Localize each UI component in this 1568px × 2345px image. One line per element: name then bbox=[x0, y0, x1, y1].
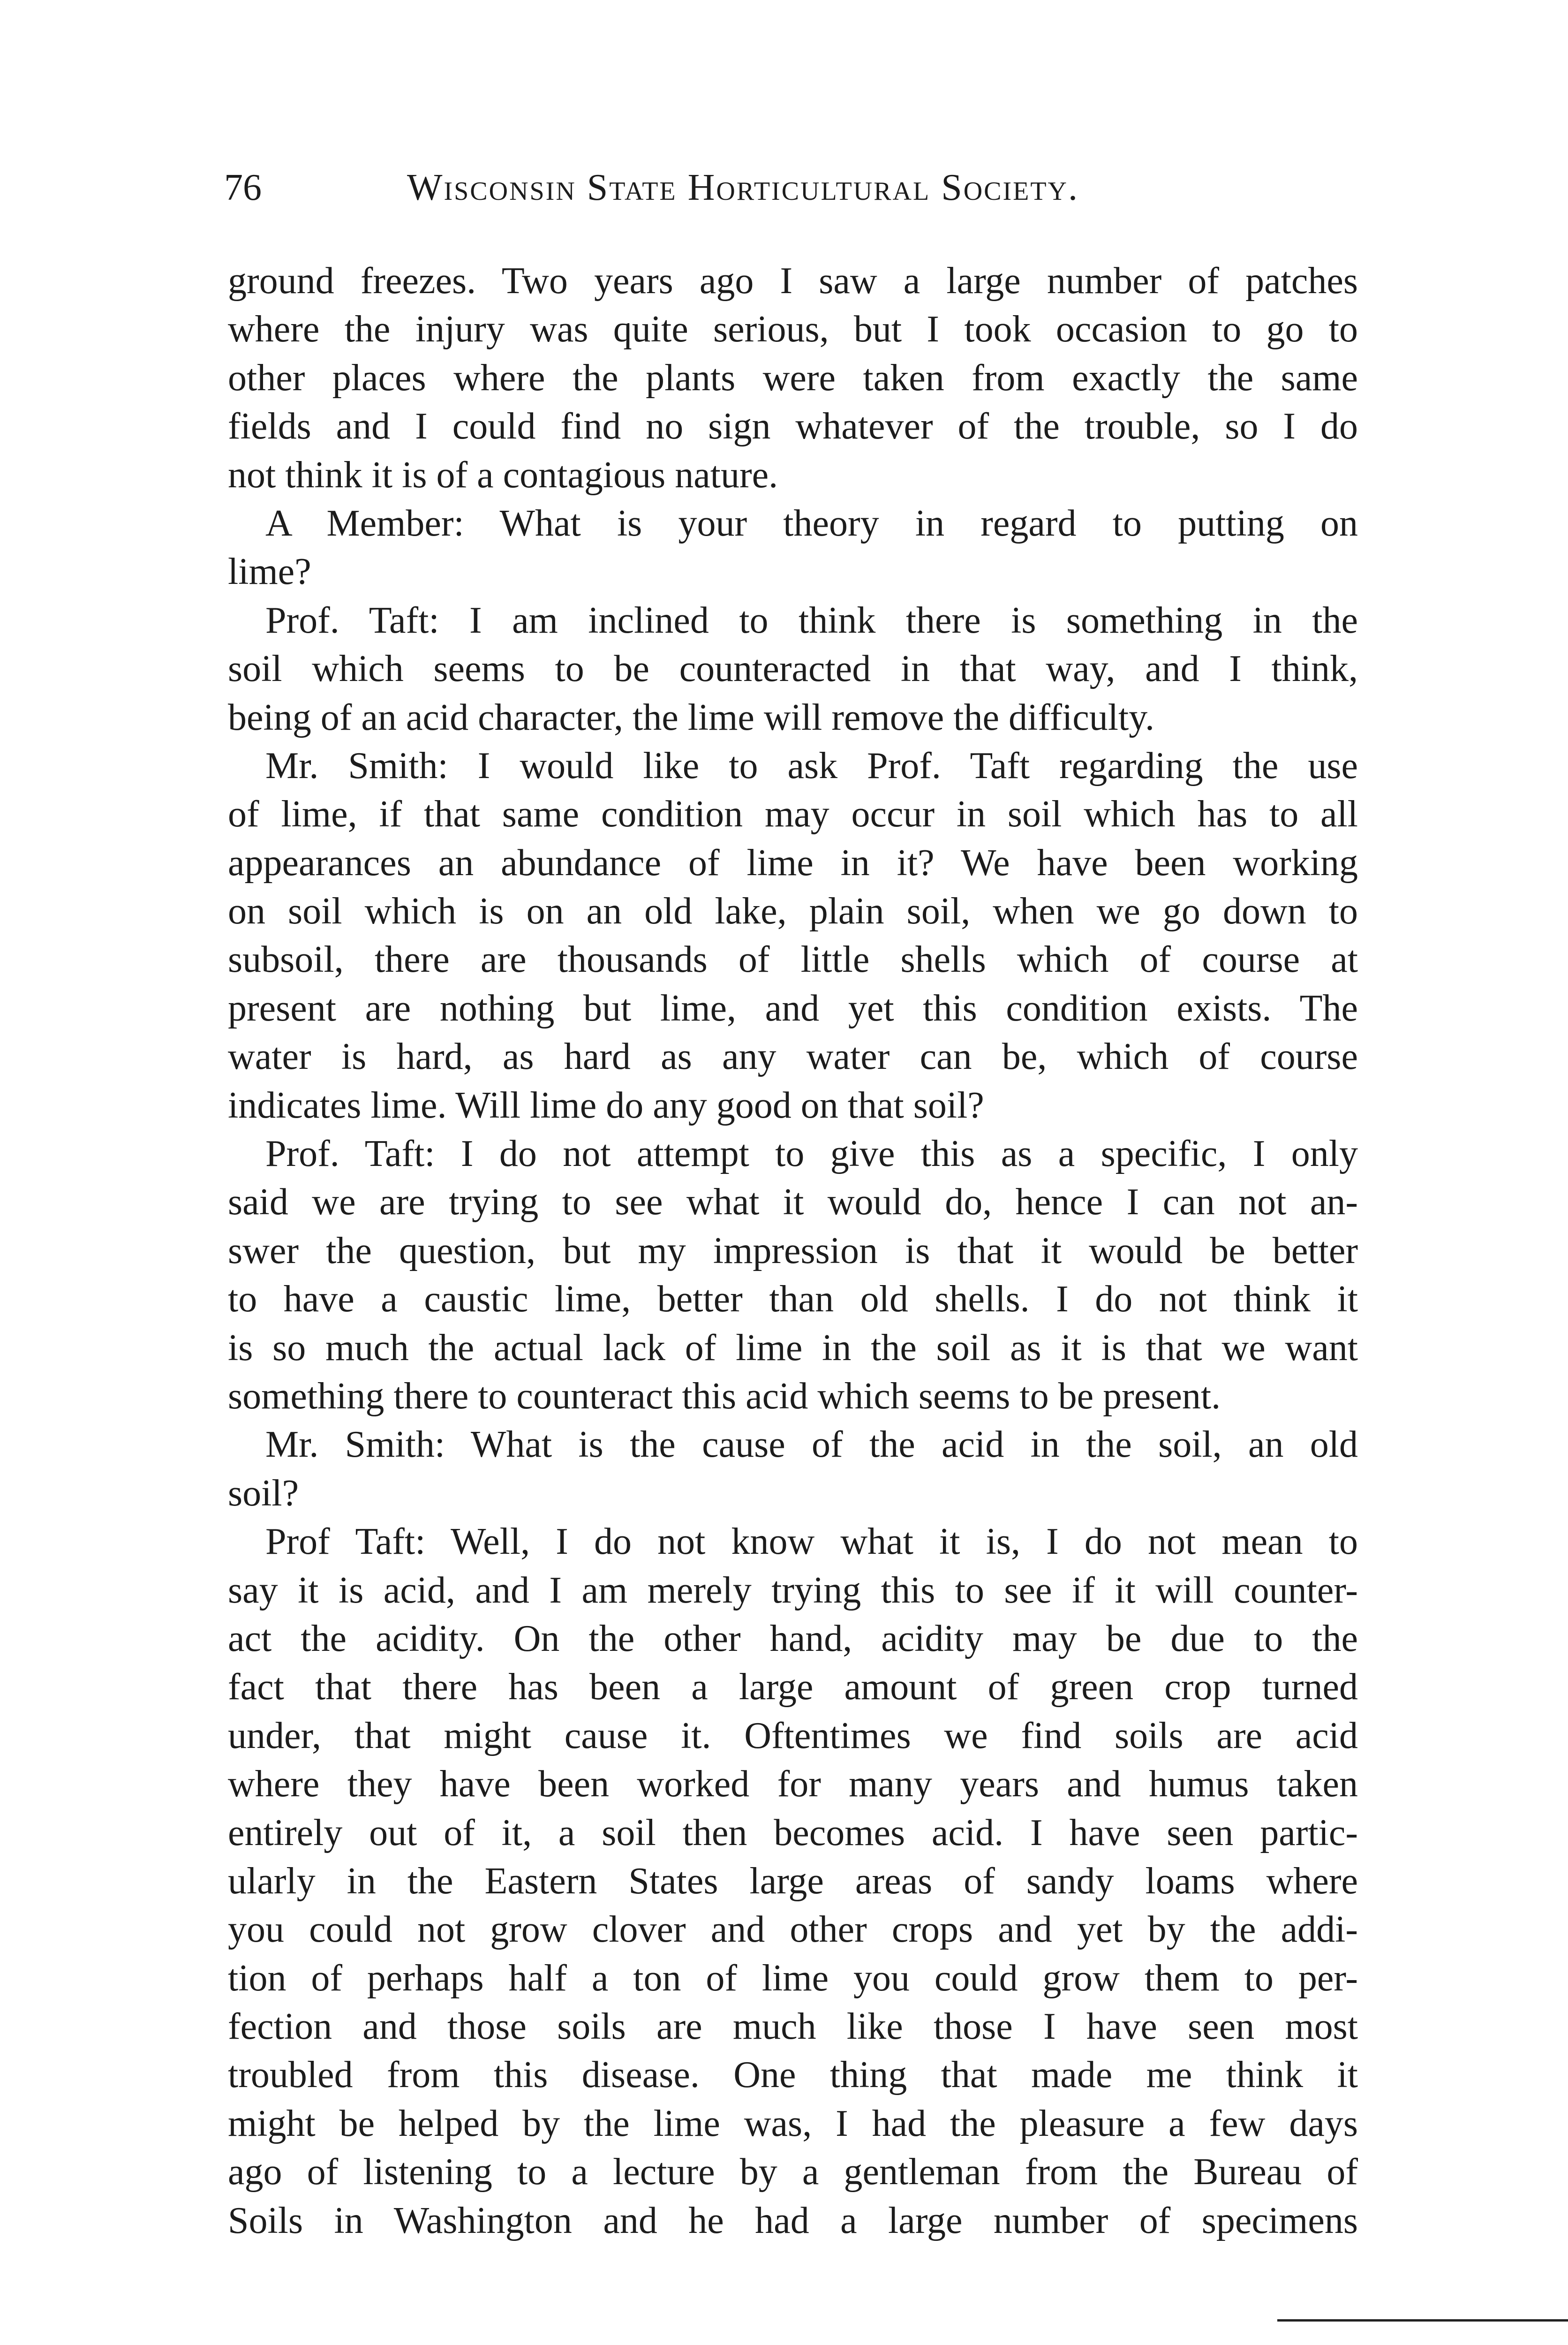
text-line: appearances an abundance of lime in it? We have been working bbox=[228, 842, 1358, 884]
text-line: of lime, if that same condition may occur in soil which has to all bbox=[228, 794, 1358, 835]
page-number: 76 bbox=[224, 167, 262, 208]
text-line: indicates lime. Will lime do any good on that soil? bbox=[228, 1084, 984, 1126]
running-title: Wisconsin State Horticultural Society. bbox=[407, 167, 1079, 208]
text-line: say it is acid, and I am merely trying this to see if it will counter- bbox=[228, 1569, 1358, 1611]
text-line: lime? bbox=[228, 551, 311, 593]
text-line: being of an acid character, the lime will remove the difficulty. bbox=[228, 696, 1155, 738]
text-line: where they have been worked for many years and humus taken bbox=[228, 1763, 1358, 1805]
text-line: under, that might cause it. Oftentimes we find soils are acid bbox=[228, 1715, 1358, 1756]
text-line: said we are trying to see what it would do, hence I can not an- bbox=[228, 1181, 1358, 1223]
text-line: subsoil, there are thousands of little shells which of course at bbox=[228, 939, 1358, 981]
text-line: not think it is of a contagious nature. bbox=[228, 454, 778, 496]
text-line: is so much the actual lack of lime in the soil as it is that we want bbox=[228, 1327, 1358, 1369]
text-line: A Member: What is your theory in regard to putting on bbox=[265, 502, 1358, 544]
scan-edge-line bbox=[1277, 2319, 1568, 2322]
text-line: ularly in the Eastern States large areas of sandy loams where bbox=[228, 1860, 1358, 1902]
text-line: act the acidity. On the other hand, acidity may be due to the bbox=[228, 1618, 1358, 1659]
text-line: fection and those soils are much like those I have seen most bbox=[228, 2006, 1358, 2048]
text-line: ground freezes. Two years ago I saw a large number of patches bbox=[228, 260, 1358, 302]
text-line: other places where the plants were taken from exactly the same bbox=[228, 357, 1358, 399]
text-line: entirely out of it, a soil then becomes acid. I have seen partic- bbox=[228, 1812, 1358, 1853]
text-line: water is hard, as hard as any water can be, which of course bbox=[228, 1036, 1358, 1078]
text-line: Mr. Smith: I would like to ask Prof. Taft regarding the use bbox=[265, 745, 1358, 787]
text-line: troubled from this disease. One thing that made me think it bbox=[228, 2054, 1358, 2096]
text-line: might be helped by the lime was, I had the pleasure a few days bbox=[228, 2103, 1358, 2144]
text-line: where the injury was quite serious, but I took occasion to go to bbox=[228, 309, 1358, 350]
text-line: Mr. Smith: What is the cause of the acid in the soil, an old bbox=[265, 1424, 1358, 1466]
text-line: present are nothing but lime, and yet this condition exists. The bbox=[228, 987, 1358, 1029]
text-line: on soil which is on an old lake, plain soil, when we go down to bbox=[228, 891, 1358, 932]
text-line: Prof. Taft: I do not attempt to give this as a specific, I only bbox=[265, 1133, 1358, 1175]
text-line: Prof Taft: Well, I do not know what it is, I do not mean to bbox=[265, 1521, 1358, 1563]
text-line: Soils in Washington and he had a large number of specimens bbox=[228, 2200, 1358, 2241]
text-line: you could not grow clover and other crops and yet by the addi- bbox=[228, 1909, 1358, 1951]
text-line: fact that there has been a large amount of green crop turned bbox=[228, 1666, 1358, 1708]
text-line: swer the question, but my impression is that it would be better bbox=[228, 1230, 1358, 1271]
text-line: soil? bbox=[228, 1472, 299, 1514]
text-line: to have a caustic lime, better than old shells. I do not think it bbox=[228, 1278, 1358, 1320]
text-line: fields and I could find no sign whatever of the trouble, so I do bbox=[228, 406, 1358, 447]
body-text bbox=[228, 257, 1358, 2245]
text-line: tion of perhaps half a ton of lime you could grow them to per- bbox=[228, 1957, 1358, 1999]
text-line: Prof. Taft: I am inclined to think there is something in the bbox=[265, 599, 1358, 641]
text-line: something there to counteract this acid which seems to be present. bbox=[228, 1375, 1221, 1417]
text-line: soil which seems to be counteracted in that way, and I think, bbox=[228, 648, 1358, 690]
running-head bbox=[224, 159, 1361, 216]
text-line: ago of listening to a lecture by a gentleman from the Bureau of bbox=[228, 2151, 1358, 2193]
